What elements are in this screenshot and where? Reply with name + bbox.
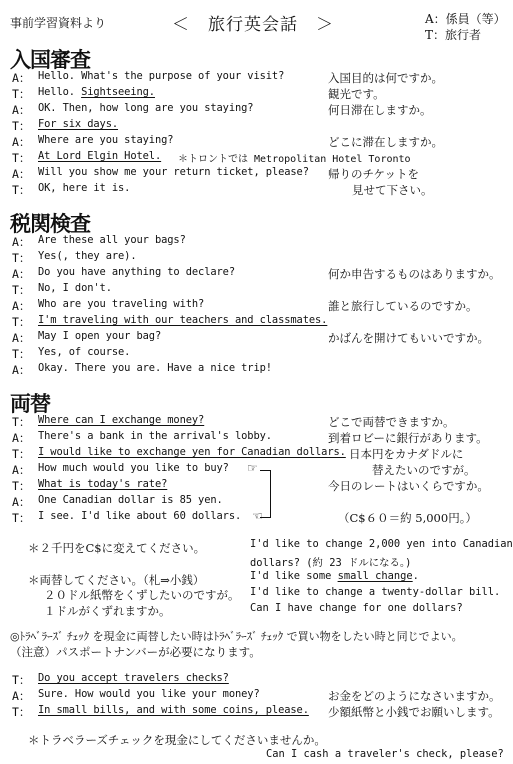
- dialogue-line: [0, 462, 513, 478]
- section-heading-customs: 税関検査: [10, 212, 90, 236]
- english-underlined: Do you accept travelers checks?: [38, 672, 229, 684]
- speaker-label: A：: [12, 463, 31, 477]
- english-line: No, I don't.: [38, 282, 112, 294]
- english-line: Yes(, they are).: [38, 250, 137, 262]
- speaker-label: T：: [12, 479, 31, 493]
- speaker-label: T：: [12, 283, 31, 297]
- english-underlined: I would like to exchange yen for Canadian dollars.: [38, 446, 346, 458]
- dialogue-line: [0, 688, 513, 704]
- english-line: OK, here it is.: [38, 182, 131, 194]
- dialogue-line: [0, 102, 513, 118]
- english-underlined: In small bills, and with some coins, please.: [38, 704, 309, 716]
- speaker-label: A：: [12, 363, 31, 377]
- note-english: Can I have change for one dollars?: [250, 602, 463, 614]
- pointing-hand-icon: ☜: [252, 509, 263, 523]
- dialogue-line: [0, 446, 513, 462]
- speaker-label: T：: [12, 151, 31, 165]
- note-japanese: ＊両替してください。（札⇒小銭）: [28, 573, 205, 587]
- final-english: Can I cash a traveler's check, please?: [266, 748, 504, 760]
- english-underlined: What is today's rate?: [38, 478, 168, 490]
- note-english-text: I'd like some: [250, 570, 338, 582]
- dialogue-line: [0, 282, 513, 298]
- dialogue-line: [0, 330, 513, 346]
- travelers-check-note: ◎ﾄﾗﾍﾞﾗｰｽﾞ ﾁｪｯｸ を現金に両替したい時はﾄﾗﾍﾞﾗｰｽﾞ ﾁｪｯｸ で買い物をしたい時と同じでよい。: [10, 630, 463, 643]
- dialogue-line: [0, 494, 513, 510]
- dialogue-line: [0, 314, 513, 330]
- speaker-label: A：: [12, 135, 31, 149]
- note-english: I'd like to change a twenty-dollar bill.: [250, 586, 501, 598]
- role-a-label: A：係員（等）: [425, 12, 506, 26]
- english-line: One Canadian dollar is 85 yen.: [38, 494, 223, 506]
- japanese-line: 到着ロビーに銀行があります。: [328, 431, 488, 445]
- english-line: I see. I'd like about 60 dollars.: [38, 510, 242, 522]
- speaker-label: A：: [12, 431, 31, 445]
- dialogue-line: [0, 234, 513, 250]
- speaker-label: T：: [12, 315, 31, 329]
- japanese-line: 替えたいのですが。: [372, 463, 476, 477]
- dialogue-line: [0, 166, 513, 182]
- speaker-label: T：: [12, 415, 31, 429]
- japanese-line: どこで両替できますか。: [328, 415, 455, 429]
- speaker-label: T：: [12, 705, 31, 719]
- japanese-line: どこに滞在しますか。: [328, 135, 443, 149]
- connector-bracket: [260, 470, 271, 518]
- japanese-line: 誰と旅行しているのですか。: [328, 299, 478, 313]
- english-line: OK. Then, how long are you staying?: [38, 102, 254, 114]
- speaker-label: T：: [12, 347, 31, 361]
- dialogue-line: [0, 266, 513, 282]
- document-source: 事前学習資料より: [10, 16, 107, 30]
- page-title: ＜ 旅行英会話 ＞: [172, 15, 334, 35]
- english-line: Sure. How would you like your money?: [38, 688, 260, 700]
- speaker-label: A：: [12, 267, 31, 281]
- dialogue-line: [0, 510, 513, 526]
- speaker-label: A：: [12, 495, 31, 509]
- speaker-label: T：: [12, 447, 31, 461]
- note-english: [250, 570, 419, 582]
- pointing-hand-icon: ☞: [247, 461, 258, 475]
- speaker-label: T：: [12, 511, 31, 525]
- section-heading-exchange: 両替: [10, 392, 50, 416]
- english-line: Where are you staying?: [38, 134, 174, 146]
- speaker-label: A：: [12, 299, 31, 313]
- english-underlined: Where can I exchange money?: [38, 414, 205, 426]
- english-line: Yes, of course.: [38, 346, 131, 358]
- note-english: dollars? (約 23 ドルになる。): [250, 557, 412, 569]
- japanese-line: 今日のレートはいくらですか。: [328, 479, 489, 493]
- japanese-line: 何日滞在しますか。: [328, 103, 432, 117]
- note-japanese: １ドルがくずれますか。: [44, 604, 171, 618]
- japanese-line: 見せて下さい。: [352, 183, 433, 197]
- english-line: Hello. What's the purpose of your visit?: [38, 70, 285, 82]
- note-japanese: ＊２千円をC$に変えてください。: [28, 541, 206, 555]
- speaker-label: A：: [12, 331, 31, 345]
- note-japanese: ２０ドル紙幣をくずしたいのですが。: [44, 588, 240, 602]
- speaker-label: A：: [12, 71, 31, 85]
- english-line: How much would you like to buy?: [38, 462, 229, 474]
- passport-note: （注意）パスポートナンバーが必要になります。: [10, 645, 261, 659]
- dialogue-line: [0, 478, 513, 494]
- japanese-line: かばんを開けてもいいですか。: [328, 331, 489, 345]
- speaker-label: A：: [12, 167, 31, 181]
- section-heading-immigration: 入国審査: [10, 48, 90, 72]
- dialogue-line: [0, 704, 513, 720]
- english-line: There's a bank in the arrival's lobby.: [38, 430, 272, 442]
- note-english: I'd like to change 2,000 yen into Canadian: [250, 538, 513, 550]
- japanese-line: 少額紙幣と小銭でお願いします。: [328, 705, 500, 719]
- english-underlined: Sightseeing.: [81, 86, 155, 98]
- dialogue-line: [0, 430, 513, 446]
- role-t-label: T：旅行者: [425, 28, 482, 42]
- dialogue-line: [0, 182, 513, 198]
- dialogue-line: [0, 70, 513, 86]
- dialogue-line: [0, 86, 513, 102]
- speaker-label: A：: [12, 235, 31, 249]
- dialogue-line: [0, 672, 513, 688]
- dialogue-line: [0, 346, 513, 362]
- speaker-label: A：: [12, 103, 31, 117]
- speaker-label: T：: [12, 251, 31, 265]
- speaker-label: A：: [12, 689, 31, 703]
- english-line: Who are you traveling with?: [38, 298, 205, 310]
- english-underlined: At Lord Elgin Hotel.: [38, 150, 162, 162]
- japanese-line: （C$６０＝約 5,000円。）: [338, 511, 477, 525]
- japanese-line: 帰りのチケットを: [328, 167, 419, 181]
- english-line: [38, 86, 155, 98]
- note-english-underlined: small change: [337, 570, 413, 582]
- dialogue-line: [0, 118, 513, 134]
- japanese-line: 観光です。: [328, 87, 385, 101]
- english-line: Will you show me your return ticket, please?: [38, 166, 309, 178]
- japanese-line: 入国目的は何ですか。: [328, 71, 443, 85]
- speaker-label: T：: [12, 673, 31, 687]
- dialogue-line: [0, 362, 513, 378]
- japanese-line: お金をどのようになさいますか。: [328, 689, 501, 703]
- english-line: Are these all your bags?: [38, 234, 186, 246]
- dialogue-line: [0, 150, 513, 166]
- english-underlined: I'm traveling with our teachers and classmates.: [38, 314, 328, 326]
- dialogue-line: [0, 250, 513, 266]
- english-line: Okay. There you are. Have a nice trip!: [38, 362, 272, 374]
- japanese-line: 何か申告するものはありますか。: [328, 267, 501, 281]
- speaker-label: T：: [12, 183, 31, 197]
- dialogue-line: [0, 298, 513, 314]
- speaker-label: T：: [12, 87, 31, 101]
- english-underlined: For six days.: [38, 118, 119, 130]
- final-japanese: ＊トラベラーズチェックを現金にしてくださいませんか。: [28, 733, 326, 747]
- hotel-note: ＊トロントでは Metropolitan Hotel Toronto: [178, 154, 411, 165]
- speaker-label: T：: [12, 119, 31, 133]
- english-line: May I open your bag?: [38, 330, 162, 342]
- dialogue-line: [0, 134, 513, 150]
- english-line: Do you have anything to declare?: [38, 266, 235, 278]
- dialogue-line: [0, 414, 513, 430]
- english-text: Hello.: [38, 86, 82, 98]
- note-english-text: .: [412, 570, 419, 582]
- japanese-line: 日本円をカナダドルに: [349, 447, 464, 461]
